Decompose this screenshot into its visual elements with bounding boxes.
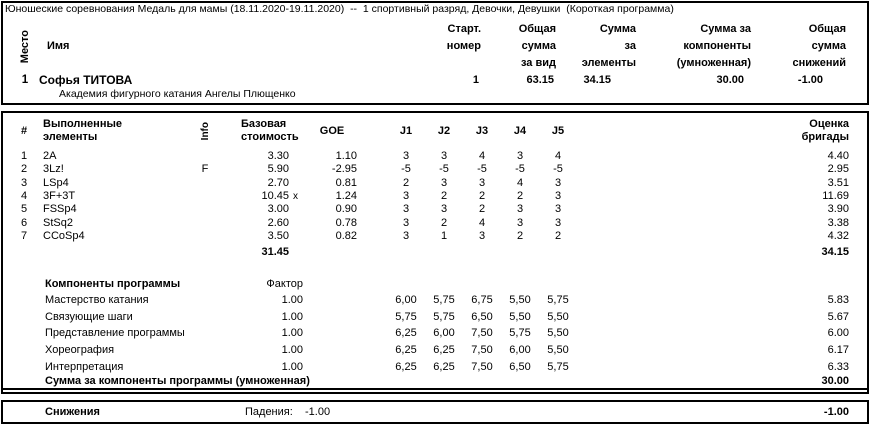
- judge-score: 6,25: [395, 360, 417, 373]
- judge-score: 6,50: [471, 310, 493, 323]
- skater-name: Софья ТИТОВА: [39, 73, 133, 87]
- judge-score: -5: [477, 163, 487, 176]
- judge-score: 2: [402, 176, 410, 189]
- goe-header: GOE: [319, 125, 345, 138]
- judge-score: 5,75: [433, 310, 455, 323]
- element-number-header: #: [20, 125, 28, 138]
- goe-value: 0.81: [335, 176, 357, 189]
- element-panel-score: 4.32: [827, 230, 849, 243]
- summary-header-row: [3, 16, 867, 72]
- judge5-header: J5: [551, 125, 565, 138]
- judge4-header: J4: [513, 125, 527, 138]
- judge-score: 2: [516, 190, 524, 203]
- component-row: [3, 325, 867, 342]
- component-row: [3, 358, 867, 375]
- skater-club: Академия фигурного катания Ангелы Плющенко: [59, 88, 296, 100]
- base-value: 3.30: [267, 149, 289, 162]
- judge-score: 6,25: [395, 343, 417, 356]
- factor-header: Фактор: [266, 277, 303, 290]
- deductions-row: [3, 402, 867, 422]
- judge-score: 5,75: [547, 293, 569, 306]
- deductions-column-header: Общая сумма снижений: [792, 23, 846, 69]
- judge-score: 5,75: [509, 327, 531, 340]
- goe-value: 0.82: [335, 230, 357, 243]
- element-info-flag: [185, 150, 225, 163]
- judge-score: 5,75: [433, 293, 455, 306]
- judge-score: 3: [516, 149, 524, 162]
- element-panel-score: 11.69: [822, 190, 849, 203]
- component-name: Связующие шаги: [45, 310, 133, 323]
- element-score-column-header: Сумма за элементы: [581, 23, 636, 69]
- deductions-label: Снижения: [45, 406, 100, 418]
- scoring-section: [1, 111, 869, 394]
- goe-value: -2.95: [331, 163, 357, 176]
- element-row: 7 CCoSp4 3.50 0.82 3 1 3 2 2 4.32: [20, 230, 849, 243]
- judge-score: 6,25: [433, 360, 455, 373]
- element-code: 2A: [43, 149, 57, 162]
- judge2-header: J2: [437, 125, 451, 138]
- component-factor: 1.00: [281, 293, 303, 306]
- components-sum-value: 30.00: [821, 375, 849, 387]
- elements-total-row: [3, 245, 867, 259]
- components-sum-label: Сумма за компоненты программы (умноженная): [45, 375, 310, 387]
- falls-value: -1.00: [305, 406, 331, 418]
- component-name: Представление программы: [45, 327, 185, 340]
- total-base-value: 31.45: [261, 245, 289, 258]
- bonus-x-marker: [289, 217, 307, 230]
- component-row: [3, 342, 867, 359]
- start-number-value: 1: [472, 74, 479, 86]
- judge-score: 6,25: [433, 343, 455, 356]
- judge-score: 3: [516, 203, 524, 216]
- judge-score: 5,75: [395, 310, 417, 323]
- component-name: Хореография: [45, 343, 115, 356]
- executed-elements-header: Выполненные элементы: [43, 118, 122, 144]
- judge-score: 6,00: [395, 293, 417, 306]
- place-column-header: [11, 21, 39, 72]
- judge-score: 2: [478, 203, 486, 216]
- element-panel-score: 3.51: [827, 176, 849, 189]
- component-row: [3, 308, 867, 325]
- element-code: LSp4: [43, 176, 69, 189]
- goe-value: 0.90: [335, 203, 357, 216]
- judge-score: 3: [402, 216, 410, 229]
- element-row: 5 FSSp4 3.00 0.90 3 3 2 3 3 3.90: [20, 203, 849, 216]
- element-panel-score: 3.38: [827, 216, 849, 229]
- bonus-x-marker: [289, 177, 307, 190]
- component-factor: 1.00: [281, 360, 303, 373]
- base-value: 5.90: [267, 163, 289, 176]
- segment-total-value: 63.15: [526, 74, 554, 86]
- element-row: 6 StSq2 2.60 0.78 3 2 4 3 3 3.38: [20, 216, 849, 229]
- judge-score: 2: [554, 230, 562, 243]
- component-factor: 1.00: [281, 310, 303, 323]
- bonus-x-marker: [289, 230, 307, 243]
- components-title: Компоненты программы: [45, 277, 181, 290]
- falls-label: Падения:: [245, 406, 293, 418]
- elements-header-row: [3, 113, 867, 150]
- start-number-column-header: Старт. номер: [446, 23, 481, 52]
- judge-score: 6,75: [471, 293, 493, 306]
- element-info-flag: [185, 217, 225, 230]
- judge-score: 3: [554, 216, 562, 229]
- judge-score: 7,50: [471, 343, 493, 356]
- base-value: 3.00: [267, 203, 289, 216]
- judge-score: 6,25: [395, 327, 417, 340]
- component-panel-score: 6.00: [827, 327, 849, 340]
- judge-score: 5,50: [547, 310, 569, 323]
- judge-score: 3: [402, 230, 410, 243]
- base-value-header: Базовая стоимость: [241, 118, 299, 144]
- element-panel-score: 2.95: [827, 163, 849, 176]
- judge-score: 5,50: [509, 310, 531, 323]
- goe-value: 1.10: [335, 149, 357, 162]
- component-panel-score: 6.33: [827, 360, 849, 373]
- component-factor: 1.00: [281, 343, 303, 356]
- component-row: [3, 292, 867, 309]
- component-factor: 1.00: [281, 327, 303, 340]
- info-header: Info: [199, 122, 211, 141]
- judge-score: 4: [516, 176, 524, 189]
- summary-section: [1, 1, 869, 105]
- judge-score: 6,50: [509, 360, 531, 373]
- element-row: 3 LSp4 2.70 0.81 2 3 3 4 3 3.51: [20, 176, 849, 189]
- component-panel-score: 5.83: [827, 293, 849, 306]
- total-element-score: 34.15: [821, 245, 849, 258]
- element-panel-score: 4.40: [827, 149, 849, 162]
- judge-score: 2: [516, 230, 524, 243]
- bonus-x-marker: [289, 150, 307, 163]
- deductions-value: -1.00: [797, 74, 823, 86]
- bonus-x-marker: [289, 163, 307, 176]
- base-value: 2.60: [267, 216, 289, 229]
- base-value: 3.50: [267, 230, 289, 243]
- judge-score: 4: [554, 149, 562, 162]
- judge-score: 3: [478, 230, 486, 243]
- bonus-x-marker: [289, 203, 307, 216]
- judge-score: 5,50: [509, 293, 531, 306]
- judge-score: 2: [478, 190, 486, 203]
- components-sum-row: [3, 375, 867, 390]
- judge1-header: J1: [399, 125, 413, 138]
- deductions-total: -1.00: [823, 406, 849, 418]
- judge-score: 1: [440, 230, 448, 243]
- judge-score: 6,00: [509, 343, 531, 356]
- competition-title: Юношеские соревнования Медаль для мамы (18.11.2020-19.11.2020) -- 1 спортивный разряд, Девочки, Девушки (Короткая программа): [5, 3, 674, 15]
- judge-score: 2: [440, 190, 448, 203]
- judge-score: 3: [440, 149, 448, 162]
- judge3-header: J3: [475, 125, 489, 138]
- base-value: 10.45: [261, 190, 289, 203]
- component-score-value: 30.00: [716, 74, 744, 86]
- judge-score: 5,50: [547, 327, 569, 340]
- component-name: Интерпретация: [45, 360, 124, 373]
- element-row: 4 3F+3T 10.45 x 1.24 3 2 2 2 3 11.69: [20, 190, 849, 203]
- judge-score: 3: [402, 149, 410, 162]
- judge-score: 4: [478, 216, 486, 229]
- element-code: 3F+3T: [43, 190, 76, 203]
- element-code: FSSp4: [43, 203, 77, 216]
- element-panel-score: 3.90: [827, 203, 849, 216]
- skater-row: [3, 72, 867, 88]
- element-info-flag: [185, 177, 225, 190]
- goe-value: 0.78: [335, 216, 357, 229]
- component-panel-score: 6.17: [827, 343, 849, 356]
- component-score-column-header: Сумма за компоненты (умноженная): [676, 23, 751, 69]
- judge-score: 3: [440, 176, 448, 189]
- element-code: 3Lz!: [43, 163, 64, 176]
- judge-score: 2: [440, 216, 448, 229]
- place-label: Место: [19, 29, 31, 64]
- judge-score: -5: [553, 163, 563, 176]
- element-info-flag: [185, 190, 225, 203]
- element-score-value: 34.15: [583, 74, 611, 86]
- deductions-section: [1, 400, 869, 424]
- bonus-x-marker: x: [293, 191, 298, 203]
- judge-score: 4: [478, 149, 486, 162]
- judge-score: 5,75: [547, 360, 569, 373]
- judge-score: 3: [440, 203, 448, 216]
- goe-value: 1.24: [335, 190, 357, 203]
- judge-score: 3: [554, 176, 562, 189]
- element-info-flag: [185, 203, 225, 216]
- name-column-header: Имя: [47, 40, 70, 52]
- judge-score: 7,50: [471, 360, 493, 373]
- element-code: StSq2: [43, 216, 73, 229]
- element-info-flag: F: [201, 163, 209, 176]
- element-info-flag: [185, 230, 225, 243]
- judge-score: 3: [402, 203, 410, 216]
- judge-score: -5: [515, 163, 525, 176]
- component-name: Мастерство катания: [45, 293, 149, 306]
- judge-score: 3: [516, 216, 524, 229]
- judge-score: 5,50: [547, 343, 569, 356]
- judge-score: 3: [402, 190, 410, 203]
- judge-score: 3: [478, 176, 486, 189]
- element-code: CCoSp4: [43, 230, 85, 243]
- skater-rank: 1: [21, 74, 29, 86]
- segment-total-column-header: Общая сумма за вид: [518, 23, 556, 69]
- component-panel-score: 5.67: [827, 310, 849, 323]
- judge-score: 3: [554, 203, 562, 216]
- judge-score: -5: [401, 163, 411, 176]
- judge-score: -5: [439, 163, 449, 176]
- judge-score: 6,00: [433, 327, 455, 340]
- panel-score-header: Оценка бригады: [801, 118, 849, 144]
- element-row: 1 2A 3.30 1.10 3 3 4 3 4 4.40: [20, 149, 849, 162]
- base-value: 2.70: [267, 176, 289, 189]
- judge-score: 7,50: [471, 327, 493, 340]
- element-row: 2 3Lz! F 5.90 -2.95 -5 -5 -5 -5 -5 2.95: [20, 163, 849, 176]
- components-header-row: [3, 277, 867, 292]
- judge-score: 3: [554, 190, 562, 203]
